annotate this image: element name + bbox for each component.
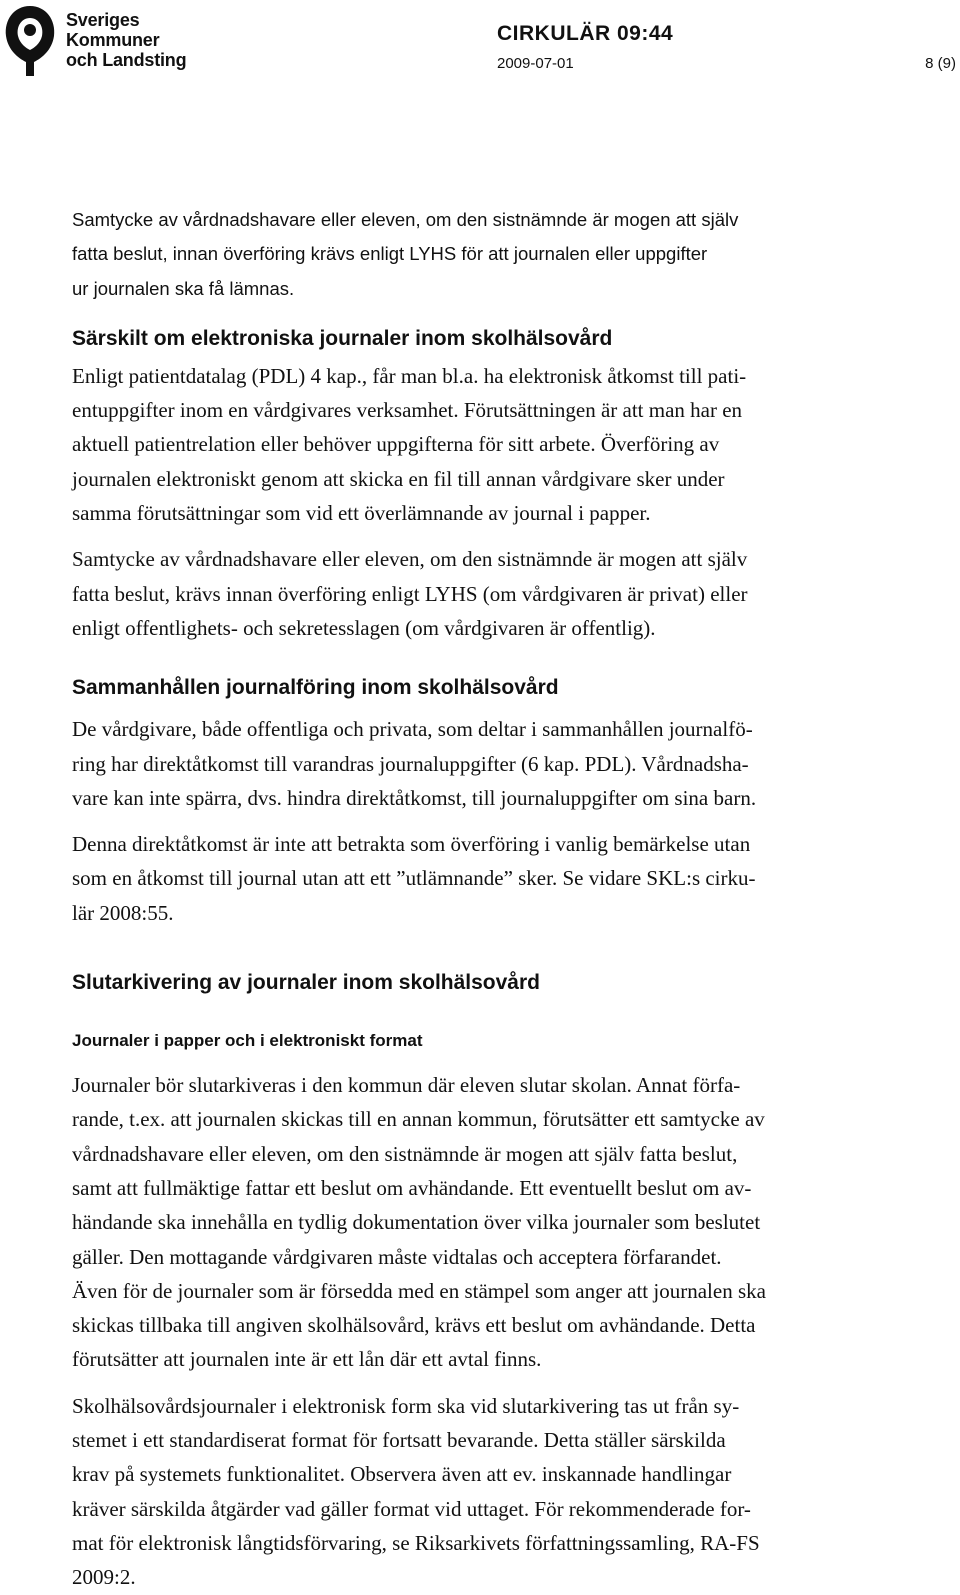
text-line: ur journalen ska få lämnas. [72,277,295,299]
text-line: fatta beslut, krävs innan överföring enligt LYHS (om vårdgivaren är privat) eller [72,581,748,606]
text-line: samt att fullmäktige fattar ett beslut om avhändande. Ett eventuellt beslut om av- [72,1175,752,1200]
text-line: vårdnadshavare eller eleven, om den sistnämnde är mogen att själv fatta beslut, [72,1141,738,1166]
subheading-paper-electronic: Journaler i papper och i elektroniskt format [72,1031,423,1051]
text-line: lär 2008:55. [72,900,174,925]
text-line: journalen elektroniskt genom att skicka en fil till annan vårdgivare sker under [72,466,725,491]
text-line: kräver särskilda åtgärder vad gäller format vid uttaget. För rekommenderade for- [72,1496,751,1521]
text-line: skickas tillbaka till angiven skolhälsovård, krävs ett beslut om avhändande. Detta [72,1313,756,1338]
paragraph-direct-access [72,712,932,815]
page-number: 8 (9) [925,55,956,72]
heading-coordinated-records: Sammanhållen journalföring inom skolhälsovård [72,676,559,700]
text-line: aktuell patientrelation eller behöver uppgifterna för sitt arbete. Överföring av [72,432,720,457]
text-line: gäller. Den mottagande vårdgivaren måste vidtalas och acceptera förfarandet. [72,1244,722,1269]
text-line: förutsätter att journalen inte är ett lån där ett avtal finns. [72,1347,542,1372]
paragraph-consent-transfer [72,542,932,645]
logo-line-1: Sveriges [66,10,140,30]
paragraph-archiving-rules [72,1068,932,1377]
text-line: rande, t.ex. att journalen skickas till en annan kommun, förutsätter ett samtycke av [72,1107,765,1132]
text-line: 2009:2. [72,1565,136,1590]
text-line: ring har direktåtkomst till varandras journaluppgifter (6 kap. PDL). Vårdnadsha- [72,751,749,776]
paragraph-pdl-access [72,359,932,530]
text-line: Även för de journaler som är försedda med en stämpel som anger att journalen ska [72,1278,766,1303]
text-line: stemet i ett standardiserat format för fortsatt bevarande. Detta ställer särskilda [72,1428,726,1453]
logo-line-3: och Landsting [66,50,187,70]
text-line: Denna direktåtkomst är inte att betrakta som överföring i vanlig bemärkelse utan [72,832,751,857]
logo-wordmark [66,10,186,70]
document-title: CIRKULÄR 09:44 [497,22,674,45]
paragraph-consent-intro [72,203,932,306]
text-line: fatta beslut, innan överföring krävs enligt LYHS för att journalen eller uppgifter [72,243,708,265]
text-line: Skolhälsovårdsjournaler i elektronisk form ska vid slutarkivering tas ut från sy- [72,1393,740,1418]
heading-electronic-records: Särskilt om elektroniska journaler inom skolhälsovård [72,326,613,350]
organization-logo [0,0,200,80]
text-line: De vårdgivare, både offentliga och privata, som deltar i sammanhållen journalfö- [72,717,753,742]
logo-line-2: Kommuner [66,30,160,50]
text-line: mat för elektronisk långtidsförvaring, se Riksarkivets författningssamling, RA-FS [72,1530,760,1555]
text-line: krav på systemets funktionalitet. Observera även att ev. inskannade handlingar [72,1462,732,1487]
logo-emblem-icon [0,0,60,80]
paragraph-direct-access-note [72,827,932,930]
text-line: samma förutsättningar som vid ett överlämnande av journal i papper. [72,501,651,526]
text-line: som en åtkomst till journal utan att ett ”utlämnande” sker. Se vidare SKL:s cirku- [72,866,756,891]
document-body [72,203,932,1595]
paragraph-electronic-archiving [72,1389,932,1595]
text-line: Enligt patientdatalag (PDL) 4 kap., får man bl.a. ha elektronisk åtkomst till pati- [72,363,747,388]
text-line: händande ska innehålla en tydlig dokumentation över vilka journaler som beslutet [72,1210,761,1235]
document-date: 2009-07-01 [497,55,574,72]
text-line: enligt offentlighets- och sekretesslagen (om vårdgivaren är offentlig). [72,615,656,640]
text-line: vare kan inte spärra, dvs. hindra direktåtkomst, till journaluppgifter om sina barn. [72,785,757,810]
text-line: Samtycke av vårdnadshavare eller eleven, om den sistnämnde är mogen att själv [72,547,748,572]
heading-final-archiving: Slutarkivering av journaler inom skolhälsovård [72,971,540,995]
text-line: Samtycke av vårdnadshavare eller eleven, om den sistnämnde är mogen att själv [72,209,739,230]
text-line: entuppgifter inom en vårdgivares verksamhet. Förutsättningen är att man har en [72,398,743,423]
text-line: Journaler bör slutarkiveras i den kommun där eleven slutar skolan. Annat förfa- [72,1073,741,1098]
